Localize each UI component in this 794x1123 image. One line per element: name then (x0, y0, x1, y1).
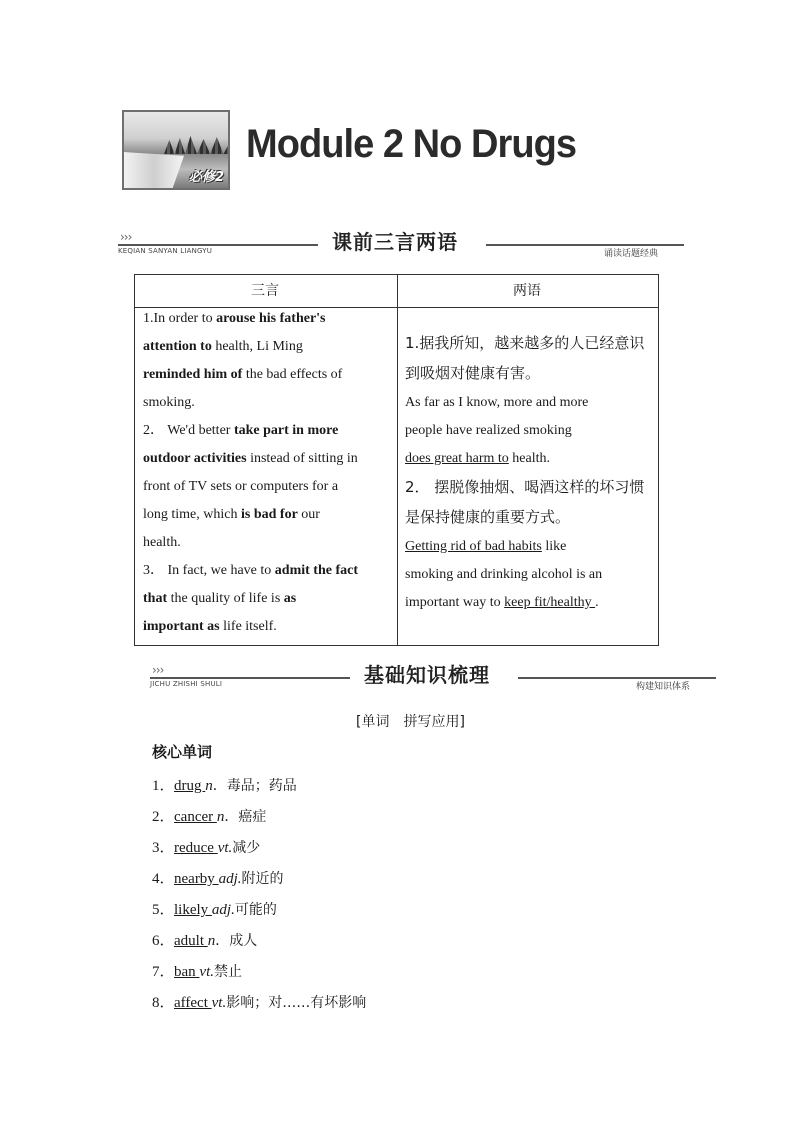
answer-blank: keep fit/healthy (504, 595, 596, 610)
text-run: long time, which (143, 507, 241, 522)
text-run: reminded him of (143, 367, 243, 382)
vocab-meaning: ．癌症 (224, 809, 267, 825)
section-heading: 基础知识梳理 (364, 663, 490, 687)
vocab-number: 6． (152, 933, 175, 949)
sanyan-line (143, 529, 358, 557)
vocab-pos: n (216, 809, 225, 825)
trees-illustration (164, 134, 230, 154)
vocab-answer: affect (174, 995, 212, 1011)
sanyan-line (143, 501, 358, 529)
vocab-number: 7． (152, 964, 175, 980)
vocab-number: 2． (152, 809, 175, 825)
vocab-answer: ban (174, 964, 200, 980)
liangyu-line (405, 445, 644, 473)
vocab-answer: likely (174, 902, 212, 918)
liangyu-line (405, 389, 644, 417)
answer-blank: does great harm to (405, 451, 509, 466)
sanyan-line (143, 557, 358, 585)
section-tag: 构建知识体系 (636, 682, 691, 692)
vocab-meaning: ．成人 (215, 933, 258, 949)
vocab-meaning: 影响；对……有坏影响 (226, 995, 367, 1011)
text-run: important way to (405, 595, 505, 610)
vocab-number: 4． (152, 871, 175, 887)
vocab-number: 8． (152, 995, 175, 1011)
section-pinyin: KEQIAN SANYAN LIANGYU (118, 247, 213, 255)
table-cell-right (405, 329, 644, 617)
vocab-pos: n (205, 778, 213, 794)
text-run: . (595, 595, 599, 610)
vocab-answer: reduce (174, 840, 218, 856)
vocab-item (152, 833, 366, 864)
text-run: front of TV sets or computers for a (143, 479, 339, 494)
sanyan-line (143, 585, 358, 613)
module-thumbnail (122, 110, 230, 190)
sanyan-line (143, 473, 358, 501)
vocab-pos: adj. (211, 902, 235, 918)
vocab-item (152, 802, 366, 833)
module-title: Module 2 No Drugs (246, 122, 577, 166)
section-pinyin: JICHU ZHISHI SHULI (150, 680, 223, 688)
sanyan-line (143, 305, 358, 333)
phrase-table (134, 274, 659, 646)
vocab-answer: nearby (174, 871, 219, 887)
vocab-item (152, 926, 366, 957)
table-header-sanyan: 三言 (251, 283, 279, 299)
vocab-meaning: 减少 (232, 840, 261, 856)
text-run: as (283, 591, 297, 606)
vocab-number: 5． (152, 902, 175, 918)
liangyu-line (405, 473, 644, 503)
text-run: people have realized smoking (405, 423, 572, 438)
waterfall-illustration (124, 152, 184, 190)
text-run: life itself. (219, 619, 277, 634)
text-run: 2． We'd better (143, 423, 234, 438)
vocab-number: 1． (152, 778, 175, 794)
liangyu-line (405, 329, 644, 359)
text-run: As far as I know, more and more (405, 395, 589, 410)
text-run: 1.据我所知，越来越多的人已经意识 (405, 334, 645, 352)
exercise-subheading: [单词 拼写应用] (356, 714, 465, 730)
text-run: health. (143, 535, 181, 550)
liangyu-line (405, 561, 644, 589)
sanyan-line (143, 613, 358, 641)
vocab-pos: vt. (217, 840, 233, 856)
sanyan-line (143, 361, 358, 389)
chevrons-icon: ››› (120, 230, 132, 244)
liangyu-line (405, 589, 644, 617)
text-run: smoking. (143, 395, 195, 410)
table-header-liangyu: 两语 (513, 283, 541, 299)
vocab-item (152, 895, 366, 926)
vocabulary-list (152, 771, 366, 1019)
core-words-label: 核心单词 (152, 743, 213, 761)
vocab-item (152, 957, 366, 988)
text-run: 3． In fact, we have to (143, 563, 275, 578)
text-run: is bad for (241, 507, 298, 522)
vocab-pos: n (207, 933, 216, 949)
text-run: 是保持健康的重要方式。 (405, 508, 571, 526)
text-run: the quality of life is (167, 591, 284, 606)
vocab-answer: drug (174, 778, 206, 794)
vocab-pos: vt. (211, 995, 227, 1011)
table-cell-left (143, 305, 358, 641)
text-run: our (297, 507, 320, 522)
text-run: 2． 摆脱像抽烟、喝酒这样的坏习惯 (405, 478, 645, 496)
text-run: attention to (143, 339, 212, 354)
answer-blank: Getting rid of bad habits (405, 539, 542, 554)
text-run: that (143, 591, 168, 606)
text-run: arouse his father's (216, 311, 326, 326)
vocab-meaning: 禁止 (214, 964, 242, 980)
vocab-item (152, 864, 366, 895)
text-run: take part in more (233, 423, 339, 438)
section-tag: 诵读话题经典 (604, 249, 659, 259)
vocab-item (152, 771, 366, 802)
text-run: smoking and drinking alcohol is an (405, 567, 603, 582)
vocab-answer: cancer (174, 809, 217, 825)
text-run: the bad effects of (242, 367, 343, 382)
liangyu-line (405, 503, 644, 533)
chevrons-icon: ››› (152, 663, 164, 677)
text-run: like (541, 539, 567, 554)
text-run: health, Li Ming (211, 339, 303, 354)
liangyu-line (405, 359, 644, 389)
vocab-pos: adj. (218, 871, 242, 887)
vocab-pos: vt. (199, 964, 214, 980)
section-banner-keqian (118, 226, 688, 266)
text-run: admit the fact (274, 563, 358, 578)
text-run: instead of sitting in (246, 451, 358, 466)
text-run: important as (143, 619, 220, 634)
text-run: 1.In order to (143, 311, 217, 326)
text-run: outdoor activities (143, 451, 247, 466)
text-run: 到吸烟对健康有害。 (405, 364, 541, 382)
sanyan-line (143, 389, 358, 417)
sanyan-line (143, 417, 358, 445)
section-banner-jichu (150, 659, 720, 699)
vocab-meaning: ．毒品；药品 (212, 778, 297, 794)
thumbnail-tag: 必修2 (188, 170, 224, 185)
sanyan-line (143, 333, 358, 361)
text-run: health. (508, 451, 551, 466)
vocab-number: 3． (152, 840, 175, 856)
liangyu-line (405, 533, 644, 561)
vocab-answer: adult (174, 933, 208, 949)
vocab-item (152, 988, 366, 1019)
vocab-meaning: 可能的 (234, 902, 277, 918)
liangyu-line (405, 417, 644, 445)
sanyan-line (143, 445, 358, 473)
section-heading: 课前三言两语 (332, 230, 458, 254)
vocab-meaning: 附近的 (241, 871, 284, 887)
